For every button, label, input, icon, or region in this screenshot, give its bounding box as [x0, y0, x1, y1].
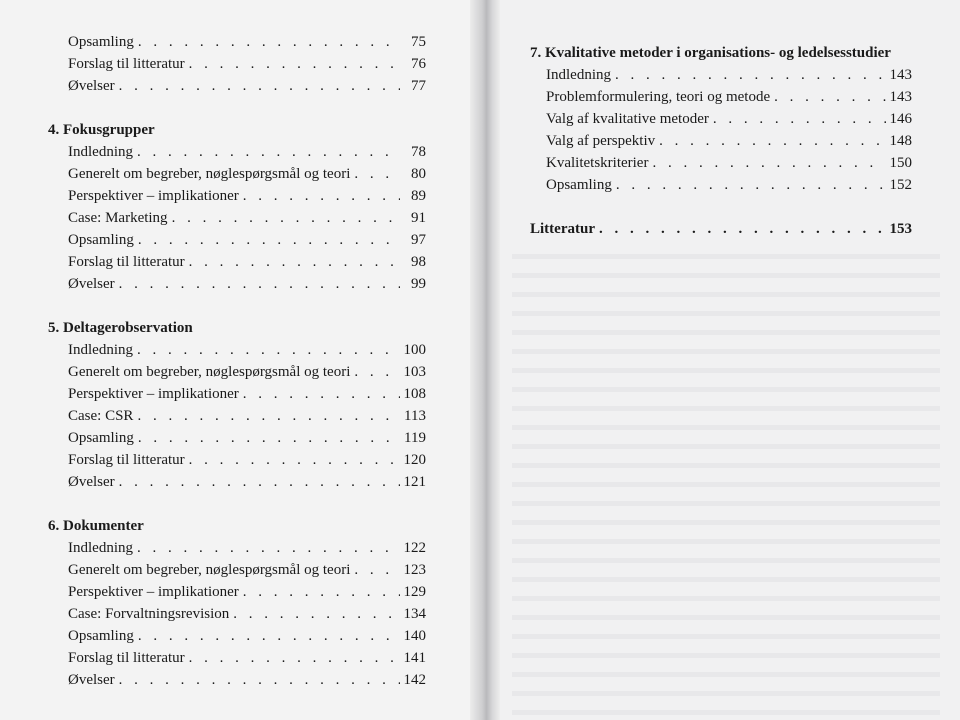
chapter-7	[530, 42, 912, 196]
entry-page: 77	[411, 78, 426, 94]
left-page	[0, 0, 478, 720]
toc-entry	[56, 339, 426, 361]
toc-right	[530, 42, 912, 240]
entry-page: 80	[411, 166, 426, 182]
leader-dots	[172, 207, 400, 229]
entry-label: Opsamling	[68, 232, 134, 248]
toc-entry	[56, 185, 426, 207]
entry-label: Valg af perspektiv	[546, 133, 656, 149]
leader-dots	[354, 163, 400, 185]
entry-page: 113	[404, 408, 426, 424]
leader-dots	[354, 559, 399, 581]
toc-entry	[56, 647, 426, 669]
entry-page: 129	[403, 584, 426, 600]
entry-label: Indledning	[68, 342, 133, 358]
toc-entry	[56, 251, 426, 273]
leader-dots	[138, 625, 400, 647]
toc-entry-bibliography	[530, 218, 912, 240]
entry-label: Øvelser	[68, 474, 115, 490]
toc-entry	[56, 383, 426, 405]
toc-entry	[56, 273, 426, 295]
entry-label: Case: Marketing	[68, 210, 168, 226]
toc-entry	[534, 152, 912, 174]
leader-dots	[137, 537, 400, 559]
toc-entry	[56, 559, 426, 581]
entry-page: 119	[404, 430, 426, 446]
chapter-title: 5. Deltagerobservation	[48, 320, 193, 336]
intro-section	[56, 31, 426, 97]
entry-label: Øvelser	[68, 276, 115, 292]
entry-label: Perspektiver – implikationer	[68, 386, 239, 402]
toc-entry	[56, 207, 426, 229]
entry-page: 123	[403, 562, 426, 578]
entry-label: Opsamling	[68, 628, 134, 644]
toc-entry	[56, 603, 426, 625]
entry-label: Forslag til litteratur	[68, 452, 185, 468]
entry-label: Valg af kvalitative metoder	[546, 111, 709, 127]
leader-dots	[119, 471, 400, 493]
leader-dots	[354, 361, 399, 383]
toc-entry	[56, 449, 426, 471]
entry-page: 141	[403, 650, 426, 666]
entry-label: Opsamling	[68, 430, 134, 446]
entry-page: 142	[403, 672, 426, 688]
entry-label: Litteratur	[530, 221, 595, 237]
toc-entry	[56, 537, 426, 559]
entry-page: 97	[411, 232, 426, 248]
entry-page: 143	[889, 67, 912, 83]
toc-left	[48, 31, 426, 713]
leader-dots	[119, 669, 400, 691]
entry-label: Case: Forvaltningsrevision	[68, 606, 230, 622]
leader-dots	[243, 383, 400, 405]
toc-entry	[56, 31, 426, 53]
leader-dots	[119, 75, 400, 97]
entry-label: Problemformulering, teori og metode	[546, 89, 771, 105]
entry-page: 99	[411, 276, 426, 292]
entry-label: Kvalitetskriterier	[546, 155, 649, 171]
bleed-through-texture	[512, 240, 940, 720]
entry-label: Case: CSR	[68, 408, 134, 424]
leader-dots	[233, 603, 399, 625]
entry-label: Perspektiver – implikationer	[68, 584, 239, 600]
entry-page: 91	[411, 210, 426, 226]
toc-entry	[534, 64, 912, 86]
toc-entry	[56, 53, 426, 75]
leader-dots	[615, 64, 886, 86]
entry-page: 153	[889, 221, 912, 237]
leader-dots	[616, 174, 886, 196]
toc-entry	[56, 141, 426, 163]
leader-dots	[599, 218, 886, 240]
chapter-title: 4. Fokusgrupper	[48, 122, 155, 138]
entry-page: 146	[889, 111, 912, 127]
leader-dots	[189, 53, 400, 75]
leader-dots	[138, 229, 400, 251]
toc-entry	[56, 405, 426, 427]
leader-dots	[713, 108, 886, 130]
toc-entry	[534, 108, 912, 130]
toc-entry	[56, 427, 426, 449]
leader-dots	[659, 130, 885, 152]
entry-label: Generelt om begreber, nøglespørgsmål og teori	[68, 562, 351, 578]
entry-label: Generelt om begreber, nøglespørgsmål og teori	[68, 364, 351, 380]
chapter-title: 7. Kvalitative metoder i organisations- og ledelsesstudier	[530, 45, 891, 61]
entry-label: Indledning	[68, 144, 133, 160]
leader-dots	[119, 273, 400, 295]
leader-dots	[189, 251, 400, 273]
entry-page: 143	[889, 89, 912, 105]
entry-page: 75	[411, 34, 426, 50]
leader-dots	[137, 141, 400, 163]
entry-page: 76	[411, 56, 426, 72]
toc-entry	[534, 86, 912, 108]
toc-entry	[56, 229, 426, 251]
entry-page: 150	[889, 155, 912, 171]
entry-page: 152	[889, 177, 912, 193]
entry-page: 100	[403, 342, 426, 358]
toc-entry	[534, 130, 912, 152]
entry-page: 134	[403, 606, 426, 622]
leader-dots	[243, 581, 400, 603]
leader-dots	[137, 405, 400, 427]
entry-page: 148	[889, 133, 912, 149]
leader-dots	[189, 449, 400, 471]
entry-page: 108	[403, 386, 426, 402]
entry-label: Øvelser	[68, 78, 115, 94]
chapter-4	[48, 119, 426, 295]
entry-label: Forslag til litteratur	[68, 650, 185, 666]
entry-page: 120	[403, 452, 426, 468]
entry-label: Generelt om begreber, nøglespørgsmål og teori	[68, 166, 351, 182]
entry-page: 121	[403, 474, 426, 490]
chapter-title: 6. Dokumenter	[48, 518, 144, 534]
toc-entry	[56, 471, 426, 493]
entry-page: 78	[411, 144, 426, 160]
entry-label: Øvelser	[68, 672, 115, 688]
toc-entry	[56, 75, 426, 97]
toc-entry	[534, 174, 912, 196]
leader-dots	[189, 647, 400, 669]
entry-label: Forslag til litteratur	[68, 254, 185, 270]
book-gutter	[470, 0, 500, 720]
leader-dots	[652, 152, 885, 174]
leader-dots	[137, 339, 400, 361]
entry-label: Perspektiver – implikationer	[68, 188, 239, 204]
toc-entry	[56, 163, 426, 185]
entry-page: 89	[411, 188, 426, 204]
toc-entry	[56, 361, 426, 383]
entry-page: 140	[403, 628, 426, 644]
leader-dots	[138, 427, 400, 449]
entry-label: Indledning	[68, 540, 133, 556]
toc-entry	[56, 669, 426, 691]
entry-page: 103	[403, 364, 426, 380]
entry-label: Forslag til litteratur	[68, 56, 185, 72]
toc-entry	[56, 625, 426, 647]
leader-dots	[243, 185, 400, 207]
entry-label: Opsamling	[546, 177, 612, 193]
entry-label: Opsamling	[68, 34, 134, 50]
leader-dots	[774, 86, 885, 108]
entry-label: Indledning	[546, 67, 611, 83]
toc-entry	[56, 581, 426, 603]
chapter-5	[48, 317, 426, 493]
chapter-6	[48, 515, 426, 691]
leader-dots	[138, 31, 400, 53]
entry-page: 98	[411, 254, 426, 270]
entry-page: 122	[403, 540, 426, 556]
